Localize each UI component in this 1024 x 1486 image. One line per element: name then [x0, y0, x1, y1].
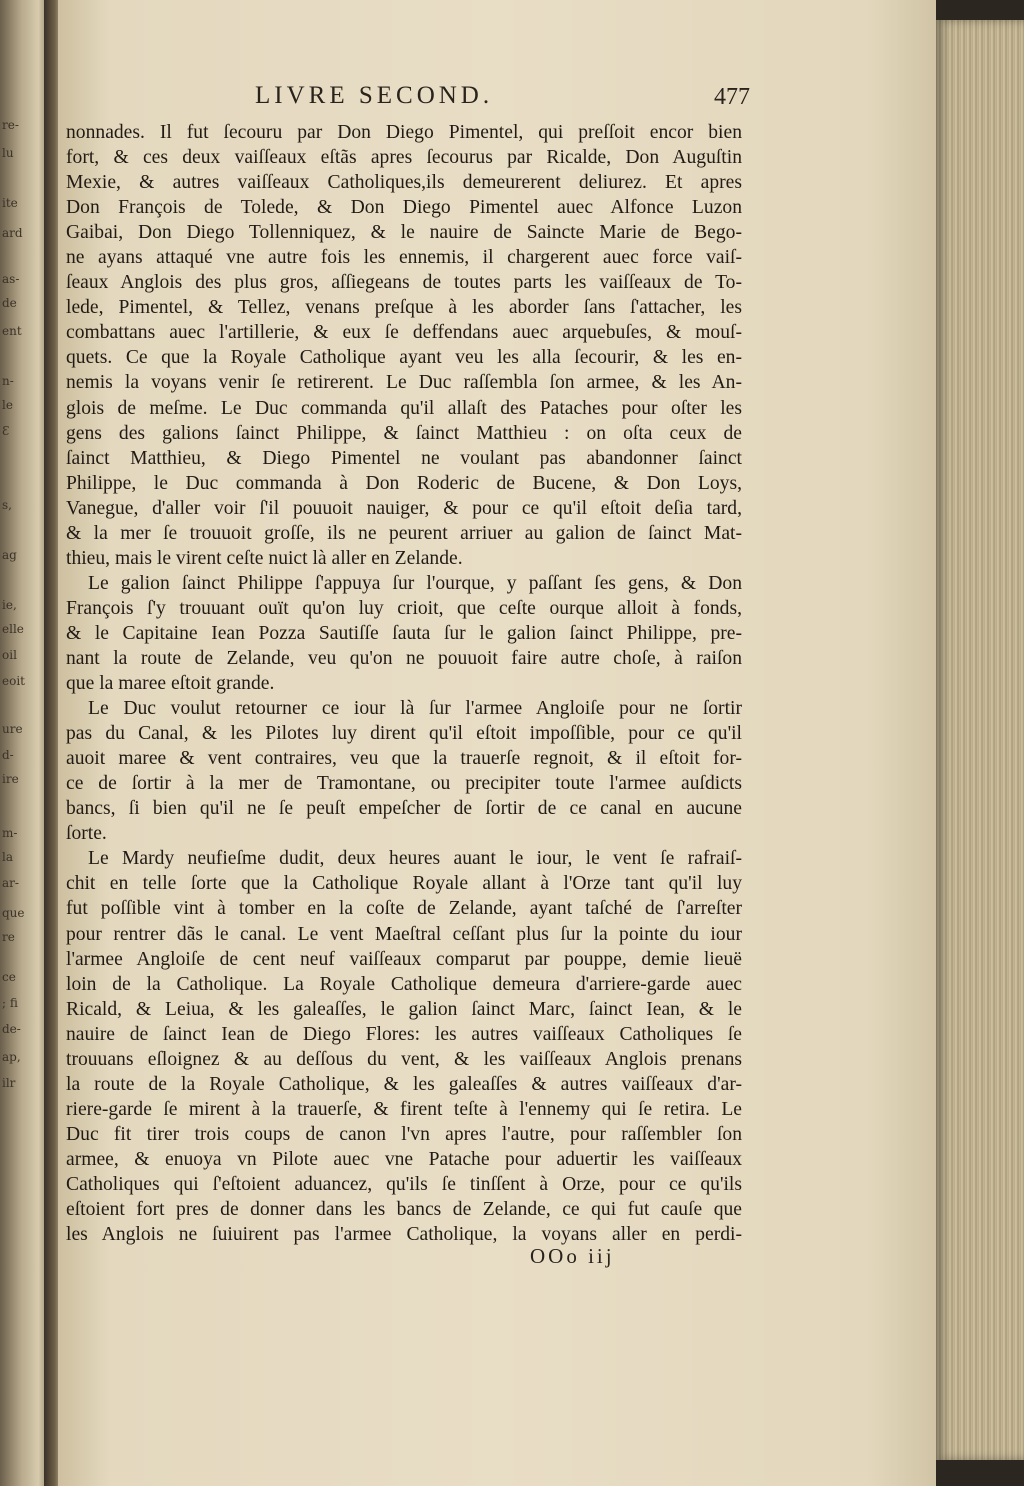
text-line: la route de la Royale Catholique, & les galeaſſes & autres vaiſſeaux d'ar- [66, 1073, 742, 1095]
text-line: nant la route de Zelande, veu qu'on ne pouuoit faire autre choſe, à raiſon [66, 647, 742, 669]
facing-page-fragment: de- [2, 1022, 21, 1036]
text-line: gens des galions ſainct Philippe, & ſainct Matthieu : on oſta ceux de [66, 422, 742, 444]
text-line: Vanegue, d'aller voir ſ'il pouuoit nauiger, & pour ce qu'il eſtoit deſia tard, [66, 497, 742, 519]
text-line: chit en telle ſorte que la Catholique Royale allant à l'Orze tant qu'il luy [66, 873, 742, 895]
body-text [66, 120, 742, 1247]
page-header [60, 78, 750, 114]
facing-page-fragment: eoit [2, 674, 25, 688]
facing-page-fragment: re- [2, 118, 19, 132]
text-line: & la mer ſe trouuoit groſſe, ils ne peurent arriuer au galion de ſainct Mat- [66, 522, 742, 544]
facing-page-fragment: ar- [2, 876, 19, 890]
facing-page-fragment: s, [2, 498, 12, 512]
text-line: pour rentrer dãs le canal. Le vent Maeſtral ceſſant plus ſur la pointe du iour [66, 923, 742, 945]
page-number: 477 [714, 84, 750, 110]
text-line: ne ayans attaqué vne autre fois les ennemis, il chargerent auec force vaiſ- [66, 247, 742, 269]
facing-page-fragment: ire [2, 772, 19, 786]
text-line: Mexie, & autres vaiſſeaux Catholiques,ils demeurerent deliurez. Et apres [66, 172, 742, 194]
facing-page-fragment: la [2, 850, 13, 864]
text-line: ſorte. [66, 823, 107, 845]
facing-page-fragment: que [2, 906, 25, 920]
facing-page-fragment: d- [2, 748, 14, 762]
text-line: François ſ'y trouuant ouït qu'on luy crioit, que ceſte ourque alloit à fonds, [66, 597, 742, 619]
text-line: Catholiques qui ſ'eſtoient aduancez, qu'ils ſe tinſſent à Orze, pour ce qu'ils [66, 1173, 742, 1195]
facing-page-fragment: Ɛ [2, 424, 10, 438]
facing-page-fragment: ie, [2, 598, 17, 612]
text-line: ſeaux Anglois des plus gros, aſſiegeans de toutes parts les vaiſſeaux de To- [66, 272, 742, 294]
text-line: Le galion ſainct Philippe ſ'appuya ſur l'ourque, y paſſant ſes gens, & Don [88, 572, 742, 594]
facing-page-fragment: oil [2, 648, 17, 662]
facing-page-fragment: n- [2, 374, 14, 388]
facing-page-fragment: elle [2, 622, 24, 636]
facing-page-fragment: ilr [2, 1076, 16, 1090]
text-line: nauire de ſainct Iean de Diego Flores: les autres vaiſſeaux Catholiques ſe [66, 1023, 742, 1045]
text-line: fut poſſible vint à tomber en la coſte de Zelande, ayant taſché de ſ'arreſter [66, 898, 742, 920]
text-line: ſainct Matthieu, & Diego Pimentel ne voulant pas abandonner ſainct [66, 447, 742, 469]
text-line: nonnades. Il fut ſecouru par Don Diego Pimentel, qui preſſoit encor bien [66, 122, 742, 143]
signature-mark: OOo iij [530, 1244, 615, 1268]
facing-page-edge [0, 0, 48, 1486]
text-line: lede, Pimentel, & Tellez, venans preſque à les aborder ſans ſ'attacher, les [66, 297, 742, 319]
text-line: Ricald, & Leiua, & les galeaſſes, le galion ſainct Marc, ſainct Iean, & le [66, 998, 742, 1020]
text-line: combattans auec l'artillerie, & eux ſe deffendans auec arquebuſes, & mouſ- [66, 322, 742, 344]
text-line: loin de la Catholique. La Royale Catholique demeura d'arriere-garde auec [66, 973, 742, 995]
text-line: nemis la voyans venir ſe retirerent. Le Duc raſſembla ſon armee, & les An- [66, 372, 742, 394]
text-line: fort, & ces deux vaiſſeaux eſtãs apres ſecourus par Ricalde, Don Auguſtin [66, 147, 742, 169]
text-line: que la maree eſtoit grande. [66, 673, 275, 695]
facing-page-fragment: ap, [2, 1050, 21, 1064]
text-line: armee, & enuoya vn Pilote auec vne Patache pour aduertir les vaiſſeaux [66, 1148, 742, 1170]
text-line: les Anglois ne ſuiuirent pas l'armee Catholique, la voyans aller en perdi- [66, 1224, 742, 1246]
text-line: quets. Ce que la Royale Catholique ayant veu les alla ſecourir, & les en- [66, 347, 742, 369]
text-line: Gaibai, Don Diego Tollenniquez, & le nauire de Saincte Marie de Bego- [66, 222, 742, 244]
text-line: & le Capitaine Iean Pozza Sautiſſe ſauta ſur le galion ſainct Philippe, pre- [66, 622, 742, 644]
facing-page-fragment: re [2, 930, 15, 944]
facing-page-fragment: ite [2, 196, 18, 210]
text-line: thieu, mais le virent ceſte nuict là aller en Zelande. [66, 547, 463, 569]
facing-page-fragment: ag [2, 548, 17, 562]
text-line: bancs, ſi bien qu'il ne ſe peuſt empeſcher de ſortir de ce canal en aucune [66, 798, 742, 820]
facing-page-fragment: as- [2, 272, 20, 286]
facing-page-fragment: m- [2, 826, 18, 840]
facing-page-fragment: ce [2, 970, 16, 984]
text-line: riere-garde ſe mirent à la trauerſe, & firent teſte à l'ennemy qui ſe retira. Le [66, 1098, 742, 1120]
facing-page-fragment: le [2, 398, 13, 412]
text-line: Duc fit tirer trois coups de canon l'vn apres l'autre, pour raſſembler ſon [66, 1123, 742, 1145]
text-line: eſtoient fort pres de donner dans les bancs de Zelande, ce qui fut cauſe que [66, 1199, 742, 1221]
text-line: Philippe, le Duc commanda à Don Roderic de Bucene, & Don Loys, [66, 472, 742, 494]
page-fore-edge [936, 20, 1024, 1460]
facing-page-fragment: ure [2, 722, 23, 736]
text-line: ce de ſortir à la mer de Tramontane, ou precipiter toute l'armee auſdicts [66, 773, 742, 795]
facing-page-fragment: ard [2, 226, 23, 240]
text-line: Don François de Tolede, & Don Diego Pimentel auec Alfonce Luzon [66, 197, 742, 219]
facing-page-fragment: ent [2, 324, 22, 338]
text-line: Le Mardy neufieſme dudit, deux heures auant le iour, le vent ſe rafraiſ- [88, 848, 742, 870]
running-head: LIVRE SECOND. [255, 82, 494, 109]
text-line: Le Duc voulut retourner ce iour là ſur l'armee Angloiſe pour ne ſortir [88, 698, 742, 720]
text-line: trouuans eſloignez & au deſſous du vent, & les vaiſſeaux Anglois prenans [66, 1048, 742, 1070]
facing-page-fragment: lu [2, 146, 14, 160]
text-line: auoit maree & vent contraires, veu que la trauerſe regnoit, & il eſtoit for- [66, 748, 742, 770]
text-line: glois de meſme. Le Duc commanda qu'il allaſt des Pataches pour oſter les [66, 397, 742, 419]
facing-page-fragment: de [2, 296, 17, 310]
facing-page-fragment: ; fi [2, 996, 18, 1010]
text-line: pas du Canal, & les Pilotes luy dirent qu'il eſtoit impoſſible, pour ce qu'il [66, 723, 742, 745]
text-line: l'armee Angloiſe de cent neuf vaiſſeaux comparut par pouppe, demie lieuë [66, 948, 742, 970]
